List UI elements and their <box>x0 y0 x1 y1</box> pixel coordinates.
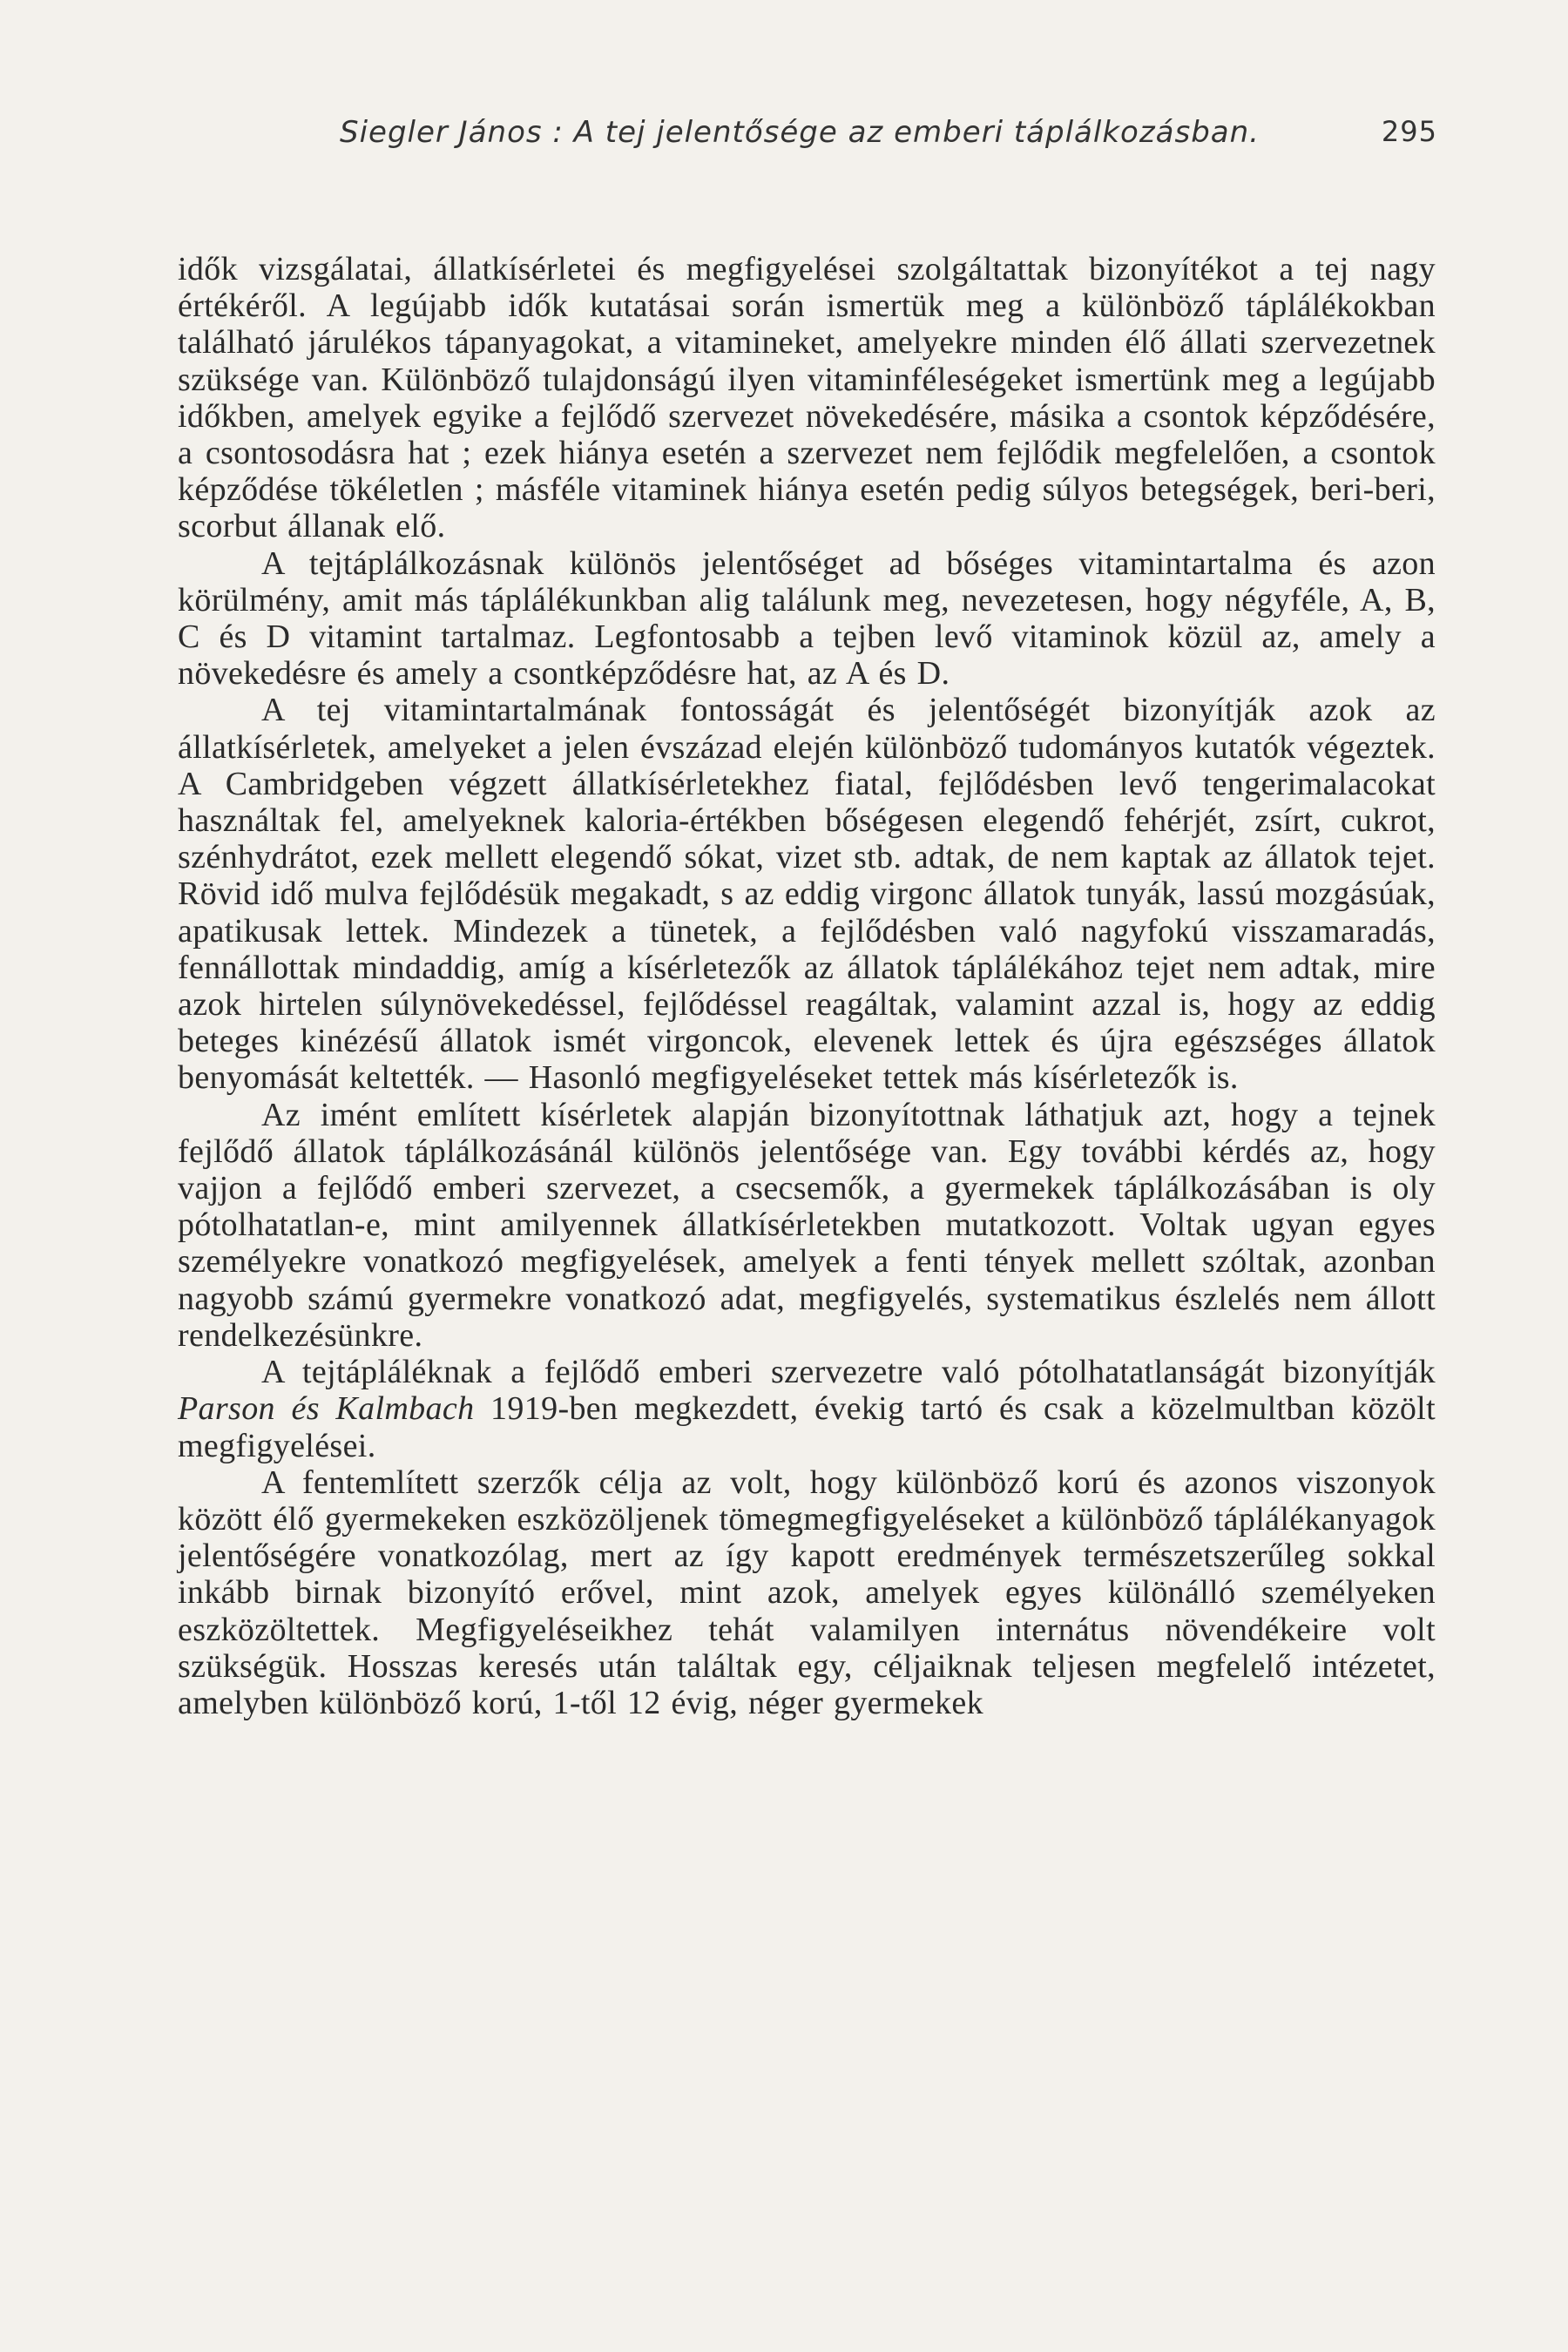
paragraph-5-text-start: A tejtápláléknak a fejlődő emberi szervezetre való pótolhatatlanságát bizonyítják <box>261 1354 1436 1391</box>
paragraph-6: A fentemlített szerzők célja az volt, hogy különböző korú és azonos viszonyok között élő gyermekeken eszközöljenek tömegmegfigyeléseket a különböző táplálékanyagok jelentőségére vonatkozólag, mert az így kapott eredmények természetszerűleg sokkal inkább birnak bizonyító erővel, mint azok, amelyek egyes különálló személyeken eszközöltettek. Megfigyeléseikhez tehát valamilyen internátus növendékeire volt szükségük. Hosszas keresés után találtak egy, céljaiknak teljesen megfelelő intézetet, amelyben különböző korú, 1-től 12 évig, néger gyermekek <box>178 1463 1436 1721</box>
paragraph-3: A tej vitamintartalmának fontosságát és jelentőségét bizonyítják azok az állatkísérletek, amelyeket a jelen évszázad elején különböző tudományos kutatók végeztek. A Cambridgeben végzett állatkísérletekhez fiatal, fejlődésben levő tengerimalacokat használtak fel, amelyeknek kaloria-értékben bőségesen elegendő fehérjét, zsírt, cukrot, szénhydrátot, ezek mellett elegendő sókat, vizet stb. adtak, de nem kaptak az állatok tejet. Rövid idő mulva fejlődésük megakadt, s az eddig virgonc állatok tunyák, lassú mozgásúak, apatikusak lettek. Mindezek a tünetek, a fejlődésben való nagyfokú visszamaradás, fennállottak mindaddig, amíg a kísérletezők az állatok táplálékához tejet nem adtak, mire azok hirtelen súlynövekedéssel, fejlődéssel reagáltak, valamint azzal is, hogy az eddig beteges kinézésű állatok ismét virgoncok, elevenek lettek és újra egészséges állatok benyomását keltették. — Hasonló megfigyeléseket tettek más kísérletezők is. <box>178 692 1436 1097</box>
paragraph-1: idők vizsgálatai, állatkísérletei és megfigyelései szolgáltattak bizonyítékot a tej nagy értékéről. A legújabb idők kutatásai során ismertük meg a különböző táplálékokban található járulékos tápanyagokat, a vitamineket, amelyekre minden élő állati szervezetnek szüksége van. Különböző tulajdonságú ilyen vitaminféleségeket ismertünk meg a legújabb időkben, amelyek egyike a fejlődő szervezet növekedésére, másika a csontok képződésére, a csontosodásra hat ; ezek hiánya esetén a szervezet nem fejlődik megfelelően, a csontok képződése tökéletlen ; másféle vitaminek hiánya esetén pedig súlyos betegségek, beri-beri, scorbut állanak elő. <box>178 251 1436 545</box>
paragraph-5-text-end: 1919-ben megkezdett, évekig tartó és csak a közelmultban közölt megfigyelései. <box>178 1390 1436 1464</box>
paragraph-5 <box>178 1354 1436 1464</box>
paragraph-4: Az imént említett kísérletek alapján bizonyítottnak láthatjuk azt, hogy a tejnek fejlődő állatok táplálkozásánál különös jelentősége van. Egy további kérdés az, hogy vajjon a fejlődő emberi szervezet, a csecsemők, a gyermekek táplálkozásában is oly pótolhatatlan-e, mint amilyennek állatkísérletekben mutatkozott. Voltak ugyan egyes személyekre vonatkozó megfigyelések, amelyek a fenti tények mellett szóltak, azonban nagyobb számú gyermekre vonatkozó adat, megfigyelés, systematikus észlelés nem állott rendelkezésünkre. <box>178 1096 1436 1354</box>
running-head <box>340 115 1437 159</box>
body-text <box>178 251 1436 1721</box>
paragraph-2: A tejtáplálkozásnak különös jelentőséget ad bőséges vitamintartalma és azon körülmény, amit más táplálékunkban alig találunk meg, nevezetesen, hogy négyféle, A, B, C és D vitamint tartalmaz. Legfontosabb a tejben levő vitaminok közül az, amely a növekedésre és amely a csontképződésre hat, az A és D. <box>178 544 1436 693</box>
page-number: 295 <box>1381 115 1437 148</box>
running-head-title: Siegler János : A tej jelentősége az emberi táplálkozásban. <box>340 115 1260 150</box>
cited-authors: Parson és Kalmbach <box>178 1390 475 1428</box>
